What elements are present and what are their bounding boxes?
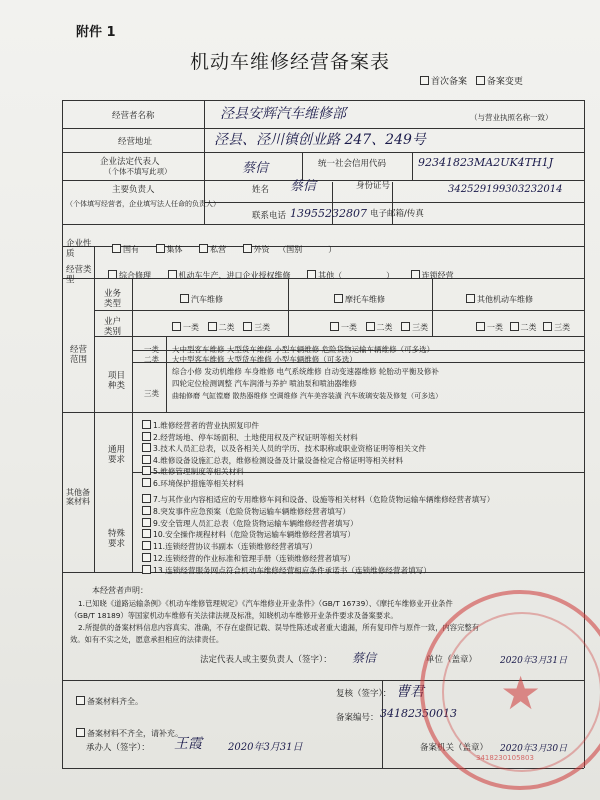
special-item-checkbox[interactable] <box>142 541 151 550</box>
class-label: 业户类别 <box>104 317 122 337</box>
name-label: 经营者名称 <box>112 111 155 121</box>
special-item <box>142 541 317 552</box>
general-item-checkbox[interactable] <box>142 420 151 429</box>
special-item-text: 8.突发事件应急预案（危险货物运输车辆维修经营者填写） <box>153 506 351 516</box>
special-item <box>142 565 431 576</box>
state-owned-checkbox[interactable] <box>112 244 121 253</box>
private-checkbox[interactable] <box>199 244 208 253</box>
general-item-checkbox[interactable] <box>142 478 151 487</box>
number-label: 备案编号： <box>336 713 379 723</box>
level3-line3: 曲轴修磨 气缸镗磨 散热器维修 空调维修 汽车美容装潢 汽车玻璃安装及修复（可多选） <box>172 392 443 400</box>
recheck-value: 曹君 <box>396 684 424 700</box>
collective-checkbox[interactable] <box>156 244 165 253</box>
cat-moto-checkbox[interactable] <box>334 294 343 303</box>
name-value: 泾县安辉汽车维修部 <box>220 106 346 122</box>
legal-sub: （个体不填写此项） <box>104 167 172 176</box>
auto-class2-checkbox[interactable] <box>208 322 217 331</box>
general-item <box>142 455 403 466</box>
general-item-text: 1.维修经营者的营业执照复印件 <box>153 421 259 430</box>
email-label: 电子邮箱/传真 <box>370 209 424 219</box>
auto-class3-checkbox[interactable] <box>243 322 252 331</box>
special-item-checkbox[interactable] <box>142 494 151 503</box>
moto-class3-checkbox[interactable] <box>401 322 410 331</box>
moto-classes: 一类 二类 三类 <box>330 322 428 333</box>
general-item-checkbox[interactable] <box>142 455 151 464</box>
general-item-text: 4.维修设备设施汇总表，维修检测设备及计量设备检定合格证明等相关材料 <box>153 455 404 465</box>
number-value: 34182350013 <box>380 707 457 720</box>
general-item-text: 2.经营场地、停车场面积、土地使用权及产权证明等相关材料 <box>153 432 358 442</box>
incomplete-option: 备案材料不齐全，请补充。 <box>76 728 183 739</box>
general-item <box>142 466 244 477</box>
name-note: （与营业执照名称一致） <box>470 113 553 122</box>
phone-label: 联系电话 <box>252 211 287 221</box>
moto-class2-checkbox[interactable] <box>366 322 375 331</box>
special-item-checkbox[interactable] <box>142 553 151 562</box>
business-label: 经营类型 <box>66 265 92 285</box>
filing-type: 首次备案 备案变更 <box>420 76 523 87</box>
cat-auto: 汽车维修 <box>180 294 223 305</box>
general-item-checkbox[interactable] <box>142 443 151 452</box>
special-label: 特殊要求 <box>108 529 126 549</box>
foreign-checkbox[interactable] <box>243 244 252 253</box>
cat-other-checkbox[interactable] <box>466 294 475 303</box>
chain-checkbox[interactable] <box>411 270 420 279</box>
declaration-line4: 效。如有不实之处，愿意承担相应的法律责任。 <box>70 635 224 644</box>
credit-value: 92341823MA2UK4TH1J <box>418 156 554 169</box>
general-item <box>142 432 358 443</box>
address-value: 泾县、泾川镇创业路 247、249号 <box>214 132 426 148</box>
special-item <box>142 529 355 540</box>
level2-items: 大中型客车维修 大型货车维修 小型车辆维修（可多选） <box>172 355 357 364</box>
unit-label: 单位（盖章） <box>426 655 478 665</box>
other-business-checkbox[interactable] <box>307 270 316 279</box>
declaration-line1: 1.已知晓《道路运输条例》《机动车维修管理规定》《汽车维修业开业条件》（GB/T 16739）、《摩托车维修业开业条件 <box>78 599 453 608</box>
level3-label: 三类 <box>144 389 159 398</box>
sign-label: 法定代表人或主要负责人（签字）： <box>200 655 332 665</box>
special-item-text: 10.安全操作规程材料（危险货物运输车辆维修经营者填写） <box>153 530 355 540</box>
handler-value: 王霞 <box>174 736 202 752</box>
cat-other: 其他机动车维修 <box>466 294 533 305</box>
level2-label: 二类 <box>144 355 159 364</box>
level1-label: 一类 <box>144 345 159 354</box>
declaration-heading: 本经营者声明： <box>92 586 148 595</box>
cat-auto-checkbox[interactable] <box>180 294 189 303</box>
special-item <box>142 553 355 564</box>
business-options: 综合修理 机动车生产、进口企业授权维修 其他（ ） 连锁经营 <box>108 270 454 281</box>
biz-cat-label: 业务类型 <box>104 289 122 309</box>
complete-option: 备案材料齐全。 <box>76 696 143 707</box>
org-label: 备案机关（盖章） <box>420 743 489 753</box>
general-item <box>142 443 426 454</box>
special-item-checkbox[interactable] <box>142 506 151 515</box>
general-item-checkbox[interactable] <box>142 432 151 441</box>
special-item <box>142 506 350 517</box>
special-item <box>142 494 494 505</box>
declaration-line3: 2.所提供的备案材料信息内容真实、准确，不存在虚假记载、误导性陈述或者重大遗漏，所有复印件与原件一致，内容完整有 <box>78 623 479 632</box>
materials-label: 其他备案材料 <box>66 488 90 507</box>
special-item-checkbox[interactable] <box>142 529 151 538</box>
general-item <box>142 420 259 431</box>
other-class1-checkbox[interactable] <box>476 322 485 331</box>
chief-sub: （个体填写经营者，企业填写法人任命的负责人） <box>66 200 220 208</box>
chief-label: 主要负责人 <box>112 185 155 195</box>
handler-label: 承办人（签字）： <box>86 743 150 753</box>
chief-name-value: 蔡信 <box>290 179 317 194</box>
general-label: 通用要求 <box>108 445 126 465</box>
complete-checkbox[interactable] <box>76 696 85 705</box>
enterprise-label: 企业性质 <box>66 239 92 259</box>
general-repair-checkbox[interactable] <box>108 270 117 279</box>
general-item-checkbox[interactable] <box>142 466 151 475</box>
other-class2-checkbox[interactable] <box>510 322 519 331</box>
declaration-line2: （GB/T 18189）等国家机动车维修有关法律法规及标准，知晓机动车维修开业条件要求及备案要求。 <box>70 611 398 620</box>
legal-label: 企业法定代表人 <box>100 157 160 167</box>
moto-class1-checkbox[interactable] <box>330 322 339 331</box>
id-value: 342529199303232014 <box>448 184 563 195</box>
items-label: 项目种类 <box>108 371 126 391</box>
sign-value: 蔡信 <box>352 651 377 665</box>
official-seal: ★ 3418230105803 <box>420 590 600 790</box>
legal-value: 蔡信 <box>242 161 269 176</box>
special-item-text: 11.连锁经营协议书副本（连锁维修经营者填写） <box>153 542 317 552</box>
address-label: 经营地址 <box>118 137 153 147</box>
level3-line1: 综合小修 发动机维修 车身维修 电气系统维修 自动变速器维修 轮胎动平衡及修补 <box>172 367 439 376</box>
auto-class1-checkbox[interactable] <box>172 322 181 331</box>
recheck-label: 复核（签字）： <box>336 689 392 699</box>
cat-moto: 摩托车维修 <box>334 294 385 305</box>
special-item <box>142 518 358 529</box>
handler-date: 2020年3月31日 <box>228 742 303 753</box>
special-item-text: 13.连锁经营服务网点符合机动车维修经营相应条件承诺书（连锁维修经营者填写） <box>153 565 431 575</box>
attachment-label: 附件 1 <box>76 25 116 40</box>
general-item <box>142 478 244 489</box>
special-item-checkbox[interactable] <box>142 565 151 574</box>
credit-label: 统一社会信用代码 <box>318 159 387 169</box>
special-item-checkbox[interactable] <box>142 518 151 527</box>
auto-classes: 一类 二类 三类 <box>172 322 270 333</box>
incomplete-checkbox[interactable] <box>76 728 85 737</box>
id-label: 身份证号 <box>356 181 391 191</box>
level3-line2: 四轮定位检测调整 汽车润滑与养护 喷油泵和喷油器维修 <box>172 379 357 388</box>
general-item-text: 6.环境保护措施等相关材料 <box>153 478 244 488</box>
seal-code: 3418230105803 <box>476 754 534 762</box>
chief-name-label: 姓名 <box>252 185 270 195</box>
change-filing-checkbox[interactable] <box>476 76 485 85</box>
general-item-text: 3.技术人员汇总表，以及各相关人员的学历、技术职称或职业资格证明等相关文件 <box>153 444 427 453</box>
special-item-text: 9.安全管理人员汇总表（危险货物运输车辆维修经营者填写） <box>153 518 358 528</box>
authorized-repair-checkbox[interactable] <box>168 270 177 279</box>
level1-items: 大中型客车维修 大型货车维修 小型车辆维修 危险货物运输车辆维修（可多选） <box>172 345 435 354</box>
special-item-text: 12.连锁经营的作业标准和管理手册（连锁维修经营者填写） <box>153 554 355 563</box>
enterprise-options: 国有 集体 私营 外资 （国别 ） <box>112 244 336 255</box>
general-item-text: 5.维修管理制度等相关材料 <box>153 467 244 476</box>
phone-value: 13955232807 <box>290 207 367 220</box>
scope-label: 经营范围 <box>70 345 88 365</box>
unit-date: 2020年3月31日 <box>500 656 568 666</box>
other-classes: 一类 二类 三类 <box>476 322 570 333</box>
org-date: 2020年3月30日 <box>500 744 568 754</box>
form-title: 机动车维修经营备案表 <box>190 51 391 73</box>
special-item-text: 7.与其作业内容相适应的专用维修车间和设备、设施等相关材料（危险货物运输车辆维修经营者填写） <box>153 495 495 504</box>
other-class3-checkbox[interactable] <box>543 322 552 331</box>
first-filing-checkbox[interactable] <box>420 76 429 85</box>
